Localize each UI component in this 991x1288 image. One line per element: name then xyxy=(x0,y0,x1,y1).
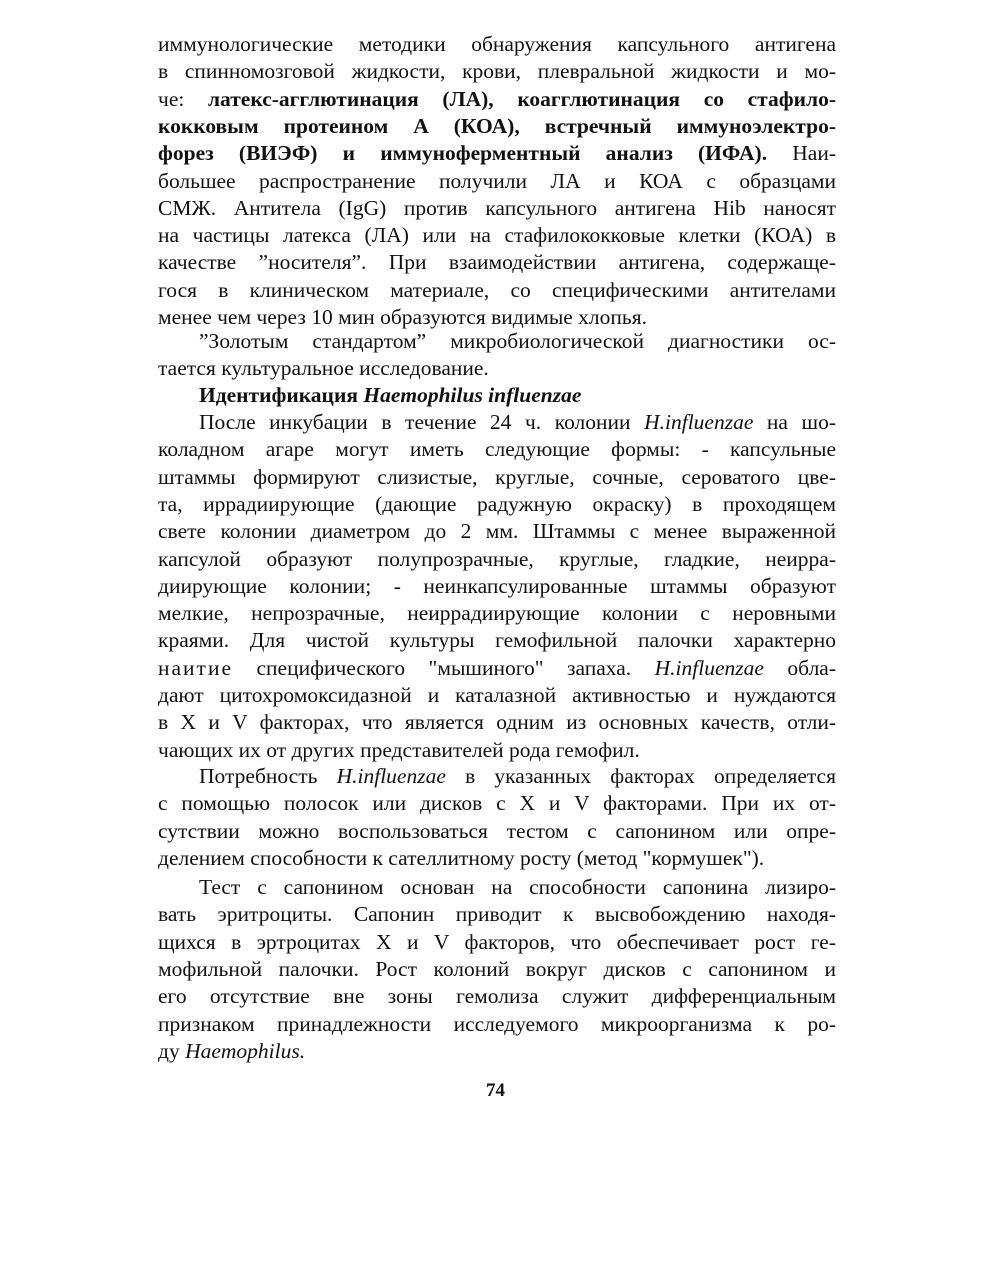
text-line xyxy=(158,626,836,654)
text-line xyxy=(199,408,836,436)
text-run: тается культуральное исследование. xyxy=(158,356,489,381)
text-run: с помощью полосок или дисков с X и V факторами. При их от- xyxy=(158,791,836,816)
text-run: штаммы формируют слизистые, круглые, сочные, сероватого цве- xyxy=(158,464,836,489)
text-run: сутствии можно воспользоваться тестом с сапонином или опре- xyxy=(158,818,836,843)
text-line xyxy=(158,248,836,276)
text-run: щихся в эртроцитах X и V факторов, что обеспечивает рост ге- xyxy=(158,929,836,954)
text-run: коладном агаре могут иметь следующие формы: - капсульные xyxy=(158,437,836,462)
text-line xyxy=(158,708,836,736)
text-run: латекс-агглютинация (ЛА), коагглютинация со стафило- xyxy=(207,86,836,111)
text-line xyxy=(158,517,836,545)
text-run: большее распространение получили ЛА и КОА с образцами xyxy=(158,168,836,193)
text-line xyxy=(199,327,836,355)
text-line xyxy=(158,844,836,872)
text-run: его отсутствие вне зоны гемолиза служит дифференциальным xyxy=(158,984,836,1009)
text-run: Потребность xyxy=(199,764,337,788)
section-heading xyxy=(199,381,836,409)
text-run: СМЖ. Антитела (IgG) против капсульного антигена Hib наносят xyxy=(158,195,836,220)
text-run: диирующие колонии; - неинкапсулированные штаммы образуют xyxy=(158,573,836,598)
text-run: та, иррадиирующие (дающие радужную окраску) в проходящем xyxy=(158,491,836,516)
text-line xyxy=(158,463,836,491)
text-run: менее чем через 10 мин образуются видимые хлопья. xyxy=(158,305,647,329)
text-line xyxy=(158,1037,836,1065)
text-run: ”Золотым стандартом” микробиологической диагностики ос- xyxy=(199,329,836,353)
text-run: на частицы латекса (ЛА) или на стафилококковые клетки (КОА) в xyxy=(158,223,836,248)
text-run: Наи- xyxy=(767,141,836,166)
text-line xyxy=(158,57,836,85)
text-line xyxy=(158,276,836,304)
text-line xyxy=(158,900,836,928)
text-line xyxy=(158,955,836,983)
text-line xyxy=(158,490,836,518)
text-run: обла- xyxy=(763,655,836,680)
text-run: признаком принадлежности исследуемого микроорганизма к ро- xyxy=(158,1011,836,1036)
text-run: мофильной палочки. Рост колоний вокруг дисков с сапонином и xyxy=(158,956,836,981)
text-line xyxy=(158,435,836,463)
text-run: в X и V факторах, что является одним из основных качеств, отли- xyxy=(158,710,836,735)
text-run: Идентификация xyxy=(199,383,364,407)
text-line xyxy=(158,736,836,764)
text-line xyxy=(158,545,836,573)
text-run: на шо- xyxy=(753,410,836,434)
text-line xyxy=(158,30,836,58)
text-run: в спинномозговой жидкости, крови, плевральной жидкости и мо- xyxy=(158,59,836,84)
text-line xyxy=(158,139,836,167)
text-run: вать эритроциты. Сапонин приводит к высвобождению находя- xyxy=(158,902,836,927)
text-run: наитие xyxy=(158,655,233,680)
text-line xyxy=(158,167,836,195)
text-line xyxy=(158,928,836,956)
text-run: делением способности к сателлитному росту (метод "кормушек"). xyxy=(158,845,765,870)
text-run: мелкие, непрозрачные, неиррадиирующие колонии с неровными xyxy=(158,601,836,626)
text-line xyxy=(158,817,836,845)
text-line xyxy=(199,873,836,901)
text-line xyxy=(158,599,836,627)
text-line xyxy=(158,194,836,222)
text-run: дают цитохромоксидазной и каталазной активностью и нуждаются xyxy=(158,683,836,707)
text-run: качестве ”носителя”. При взаимодействии антигена, содержаще- xyxy=(158,250,836,275)
text-line xyxy=(158,789,836,817)
text-run: Haemophilus influenzae xyxy=(363,383,582,407)
text-run: H.influenzae xyxy=(654,655,764,680)
text-line xyxy=(158,221,836,249)
text-run: форез (ВИЭФ) и иммуноферментный анализ (ИФА). xyxy=(158,141,768,166)
text-run: чающих их от других представителей рода гемофил. xyxy=(158,737,640,762)
text-run: капсулой образуют полупрозрачные, круглые, гладкие, неирра- xyxy=(158,546,836,571)
text-run: специфического "мышиного" запаха. xyxy=(233,655,655,680)
text-line xyxy=(158,85,836,113)
text-run: Haemophilus. xyxy=(185,1038,306,1063)
text-run: свете колонии диаметром до 2 мм. Штаммы с менее выраженной xyxy=(158,519,836,544)
page-number: 74 xyxy=(486,1080,505,1101)
text-run: ду xyxy=(158,1038,186,1063)
text-line xyxy=(158,681,836,709)
text-run: гося в клиническом материале, со специфическими антителами xyxy=(158,277,836,302)
text-run: H.influenzae xyxy=(644,410,754,434)
text-run: иммунологические методики обнаружения капсульного антигена xyxy=(158,32,836,56)
text-run: H.influenzae xyxy=(336,764,446,788)
text-line xyxy=(158,112,836,140)
text-line xyxy=(199,762,836,790)
text-run: Тест с сапонином основан на способности сапонина лизиро- xyxy=(199,875,836,899)
text-run: в указанных факторах определяется xyxy=(445,764,836,788)
text-line xyxy=(158,654,836,682)
text-line xyxy=(158,1010,836,1038)
text-run: краями. Для чистой культуры гемофильной палочки характерно xyxy=(158,628,836,653)
text-line xyxy=(158,982,836,1010)
text-run: После инкубации в течение 24 ч. колонии xyxy=(199,410,645,434)
text-line xyxy=(158,354,836,382)
text-run: кокковым протеином А (КОА), встречный иммуноэлектро- xyxy=(158,113,836,138)
text-line xyxy=(158,572,836,600)
text-run: че: xyxy=(158,86,208,111)
